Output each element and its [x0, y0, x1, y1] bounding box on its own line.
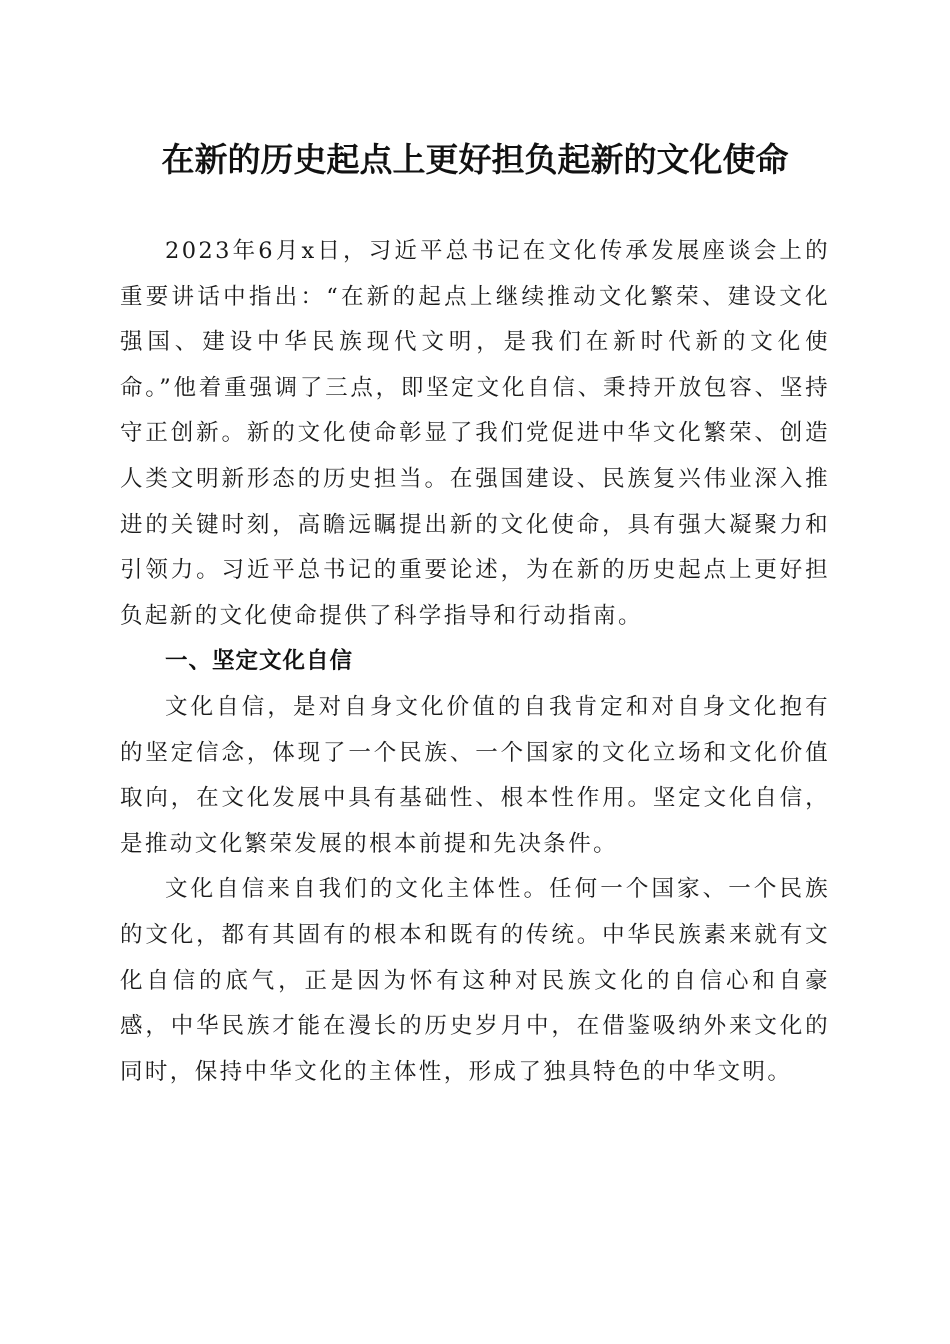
- document-title: 在新的历史起点上更好担负起新的文化使命: [161, 140, 789, 179]
- section-heading-1: 一、坚定文化自信: [165, 648, 354, 675]
- section-1-paragraph-1: 文化自信，是对自身文化价值的自我肯定和对自身文化抱有的坚定信念，体现了一个民族、一个国家的文化立场和文化价值取向，在文化发展中具有基础性、根本性作用。坚定文化自信，是推动文化繁荣发展的根本前提和先决条件。: [120, 693, 830, 857]
- section-1-paragraph-2: 文化自信来自我们的文化主体性。任何一个国家、一个民族的文化，都有其固有的根本和既有的传统。中华民族素来就有文化自信的底气，正是因为怀有这种对民族文化的自信心和自豪感，中华民族才能在漫长的历史岁月中，在借鉴吸纳外来文化的同时，保持中华文化的主体性，形成了独具特色的中华文明。: [120, 876, 830, 1085]
- intro-paragraph: 2023年6月x日，习近平总书记在文化传承发展座谈会上的重要讲话中指出：“在新的起点上继续推动文化繁荣、建设文化强国、建设中华民族现代文明，是我们在新时代新的文化使命。”他着重强调了三点，即坚定文化自信、秉持开放包容、坚持守正创新。新的文化使命彰显了我们党促进中华文化繁荣、创造人类文明新形态的历史担当。在强国建设、民族复兴伟业深入推进的关键时刻，高瞻远瞩提出新的文化使命，具有强大凝聚力和引领力。习近平总书记的重要论述，为在新的历史起点上更好担负起新的文化使命提供了科学指导和行动指南。: [120, 238, 830, 629]
- document-body: [120, 229, 830, 1095]
